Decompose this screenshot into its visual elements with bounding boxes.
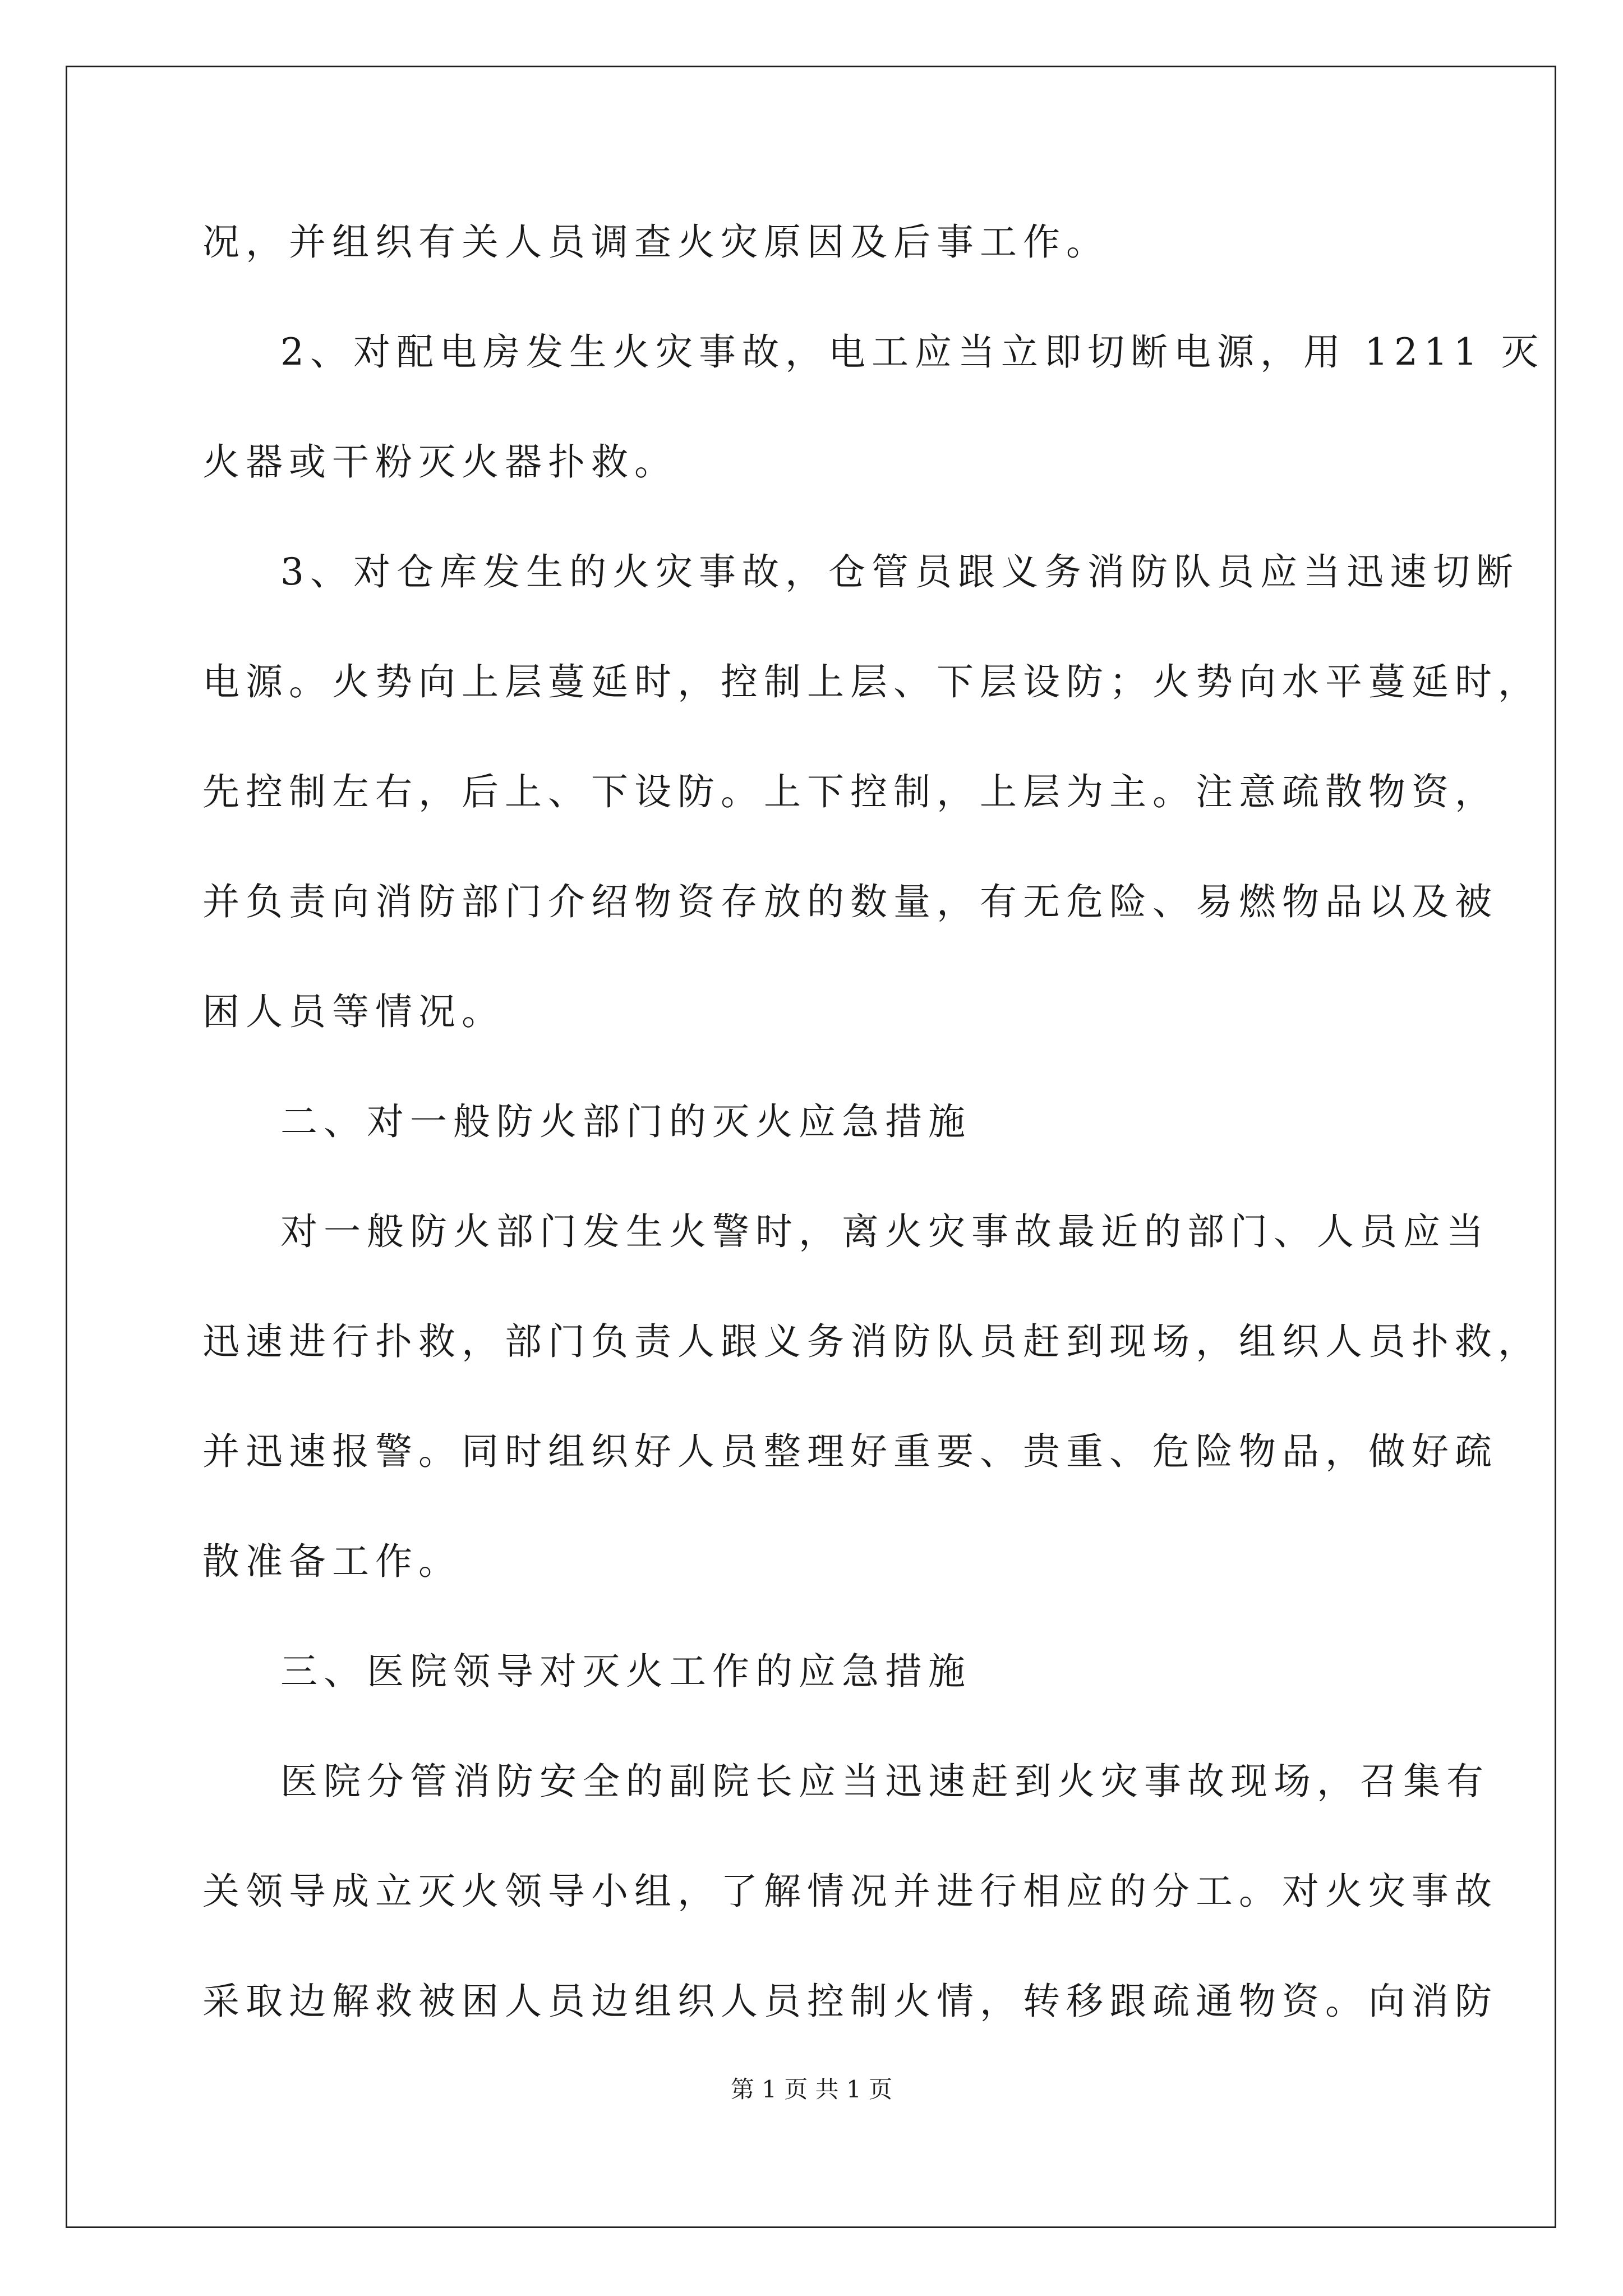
section-heading: 三、医院领导对灭火工作的应急措施: [280, 1650, 971, 1693]
text-line: 采取边解救被困人员边组织人员控制火情，转移跟疏通物资。向消防: [202, 1980, 1498, 2023]
page-footer: 第 1 页 共 1 页: [730, 2076, 893, 2103]
text-line: 并负责向消防部门介绍物资存放的数量，有无危险、易燃物品以及被: [202, 880, 1498, 923]
text-line: 2、对配电房发生火灾事故，电工应当立即切断电源，用 1211 灭: [280, 330, 1544, 374]
text-line: 火器或干粉灭火器扑救。: [202, 440, 677, 484]
text-line: 先控制左右，后上、下设防。上下控制，上层为主。注意疏散物资，: [202, 770, 1498, 813]
text-line: 困人员等情况。: [202, 990, 505, 1033]
text-line: 并迅速报警。同时组织好人员整理好重要、贵重、危险物品，做好疏: [202, 1430, 1498, 1473]
text-line: 迅速进行扑救，部门负责人跟义务消防队员赶到现场，组织人员扑救，: [202, 1320, 1541, 1363]
text-line: 对一般防火部门发生火警时，离火灾事故最近的部门、人员应当: [280, 1210, 1490, 1253]
text-line: 医院分管消防安全的副院长应当迅速赶到火灾事故现场，召集有: [280, 1760, 1490, 1803]
text-line: 电源。火势向上层蔓延时，控制上层、下层设防；火势向水平蔓延时，: [202, 660, 1541, 703]
text-line: 关领导成立灭火领导小组，了解情况并进行相应的分工。对火灾事故: [202, 1870, 1498, 1913]
text-line: 散准备工作。: [202, 1540, 462, 1583]
text-line: 3、对仓库发生的火灾事故，仓管员跟义务消防队员应当迅速切断: [280, 550, 1519, 593]
text-line: 况，并组织有关人员调查火灾原因及后事工作。: [202, 220, 1109, 264]
section-heading: 二、对一般防火部门的灭火应急措施: [280, 1100, 971, 1143]
